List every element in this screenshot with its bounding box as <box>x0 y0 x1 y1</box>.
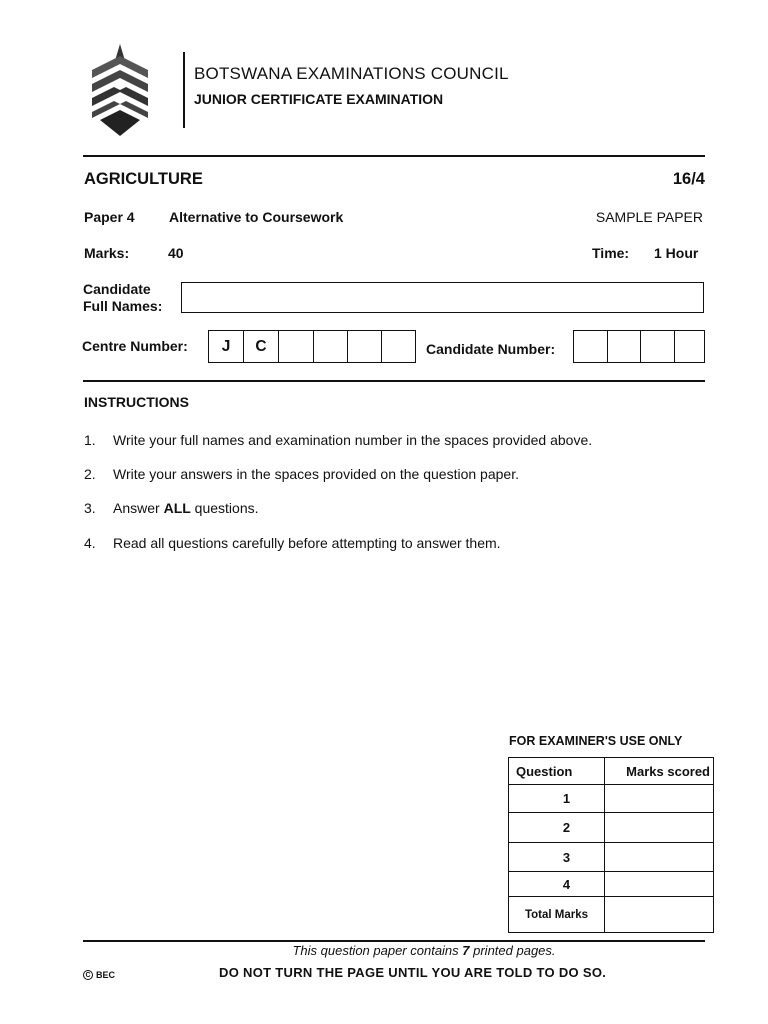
candidate-names-field[interactable] <box>181 282 704 313</box>
do-not-turn-warning: DO NOT TURN THE PAGE UNTIL YOU ARE TOLD TO DO SO. <box>219 965 607 980</box>
column-header-question: Question <box>509 758 605 785</box>
marks-cell[interactable] <box>605 872 714 897</box>
table-header-row <box>509 758 714 785</box>
instruction-text: Read all questions carefully before attempting to answer them. <box>113 535 501 551</box>
candidate-number-box[interactable] <box>574 331 608 362</box>
question-number: 3 <box>509 843 605 872</box>
instruction-text: questions. <box>190 500 259 516</box>
examination-name: JUNIOR CERTIFICATE EXAMINATION <box>194 91 444 107</box>
page-count-note <box>0 943 768 958</box>
centre-box[interactable] <box>382 331 415 362</box>
instruction-item <box>84 466 519 482</box>
candidate-number-box[interactable] <box>675 331 704 362</box>
instruction-number: 1. <box>84 432 96 448</box>
instruction-item <box>84 432 592 448</box>
marks-cell[interactable] <box>605 843 714 872</box>
instruction-item <box>84 500 259 516</box>
time-value: 1 Hour <box>654 245 699 261</box>
instruction-number: 3. <box>84 500 96 516</box>
total-marks-cell[interactable] <box>605 897 714 933</box>
column-header-marks: Marks scored <box>605 758 714 785</box>
candidate-number-box[interactable] <box>641 331 675 362</box>
instruction-emphasis: ALL <box>163 500 191 516</box>
names-label-line2: Full Names: <box>83 298 163 314</box>
instruction-text: Answer <box>113 500 164 516</box>
subject-name: AGRICULTURE <box>84 170 203 188</box>
note-text: printed pages. <box>469 943 556 958</box>
marks-cell[interactable] <box>605 785 714 813</box>
page-count: 7 <box>462 943 470 958</box>
top-rule <box>83 155 705 157</box>
instruction-number: 4. <box>84 535 96 551</box>
candidate-names-label <box>83 281 162 315</box>
instructions-title: INSTRUCTIONS <box>84 394 189 410</box>
instruction-number: 2. <box>84 466 96 482</box>
examiner-title: FOR EXAMINER'S USE ONLY <box>509 734 683 748</box>
table-row <box>509 785 714 813</box>
marks-label: Marks: <box>84 245 130 261</box>
total-row <box>509 897 714 933</box>
time-label: Time: <box>592 245 630 261</box>
bec-logo-icon <box>82 42 158 138</box>
instruction-text: Write your full names and examination number in the spaces provided above. <box>113 432 593 448</box>
question-number: 4 <box>509 872 605 897</box>
question-number: 2 <box>509 813 605 843</box>
marks-cell[interactable] <box>605 813 714 843</box>
centre-box[interactable] <box>314 331 348 362</box>
marks-value: 40 <box>168 245 184 261</box>
table-row <box>509 843 714 872</box>
centre-box[interactable] <box>279 331 314 362</box>
question-number: 1 <box>509 785 605 813</box>
centre-number-boxes[interactable] <box>208 330 416 363</box>
table-row <box>509 813 714 843</box>
copyright-holder: BEC <box>96 970 116 980</box>
centre-box[interactable]: J <box>209 331 244 362</box>
examiner-marks-table <box>508 757 714 933</box>
candidate-number-label: Candidate Number: <box>426 341 556 357</box>
centre-box[interactable]: C <box>244 331 279 362</box>
instruction-text: Write your answers in the spaces provided on the question paper. <box>113 466 519 482</box>
candidate-number-boxes[interactable] <box>573 330 705 363</box>
paper-title: Alternative to Coursework <box>169 209 344 225</box>
note-text: This question paper contains <box>292 943 463 958</box>
footer-rule <box>83 940 705 942</box>
copyright <box>83 970 115 980</box>
instruction-item <box>84 535 501 551</box>
candidate-number-box[interactable] <box>608 331 641 362</box>
organisation-name: BOTSWANA EXAMINATIONS COUNCIL <box>194 64 509 83</box>
subject-code: 16/4 <box>672 170 705 188</box>
centre-number-label: Centre Number: <box>82 338 188 354</box>
paper-type: SAMPLE PAPER <box>595 209 703 225</box>
centre-box[interactable] <box>348 331 382 362</box>
table-row <box>509 872 714 897</box>
copyright-icon: C <box>83 970 93 980</box>
total-marks-label: Total Marks <box>509 897 605 933</box>
paper-number: Paper 4 <box>84 209 135 225</box>
header-divider <box>183 52 185 128</box>
names-label-line1: Candidate <box>83 281 151 297</box>
instructions-rule <box>83 380 705 382</box>
